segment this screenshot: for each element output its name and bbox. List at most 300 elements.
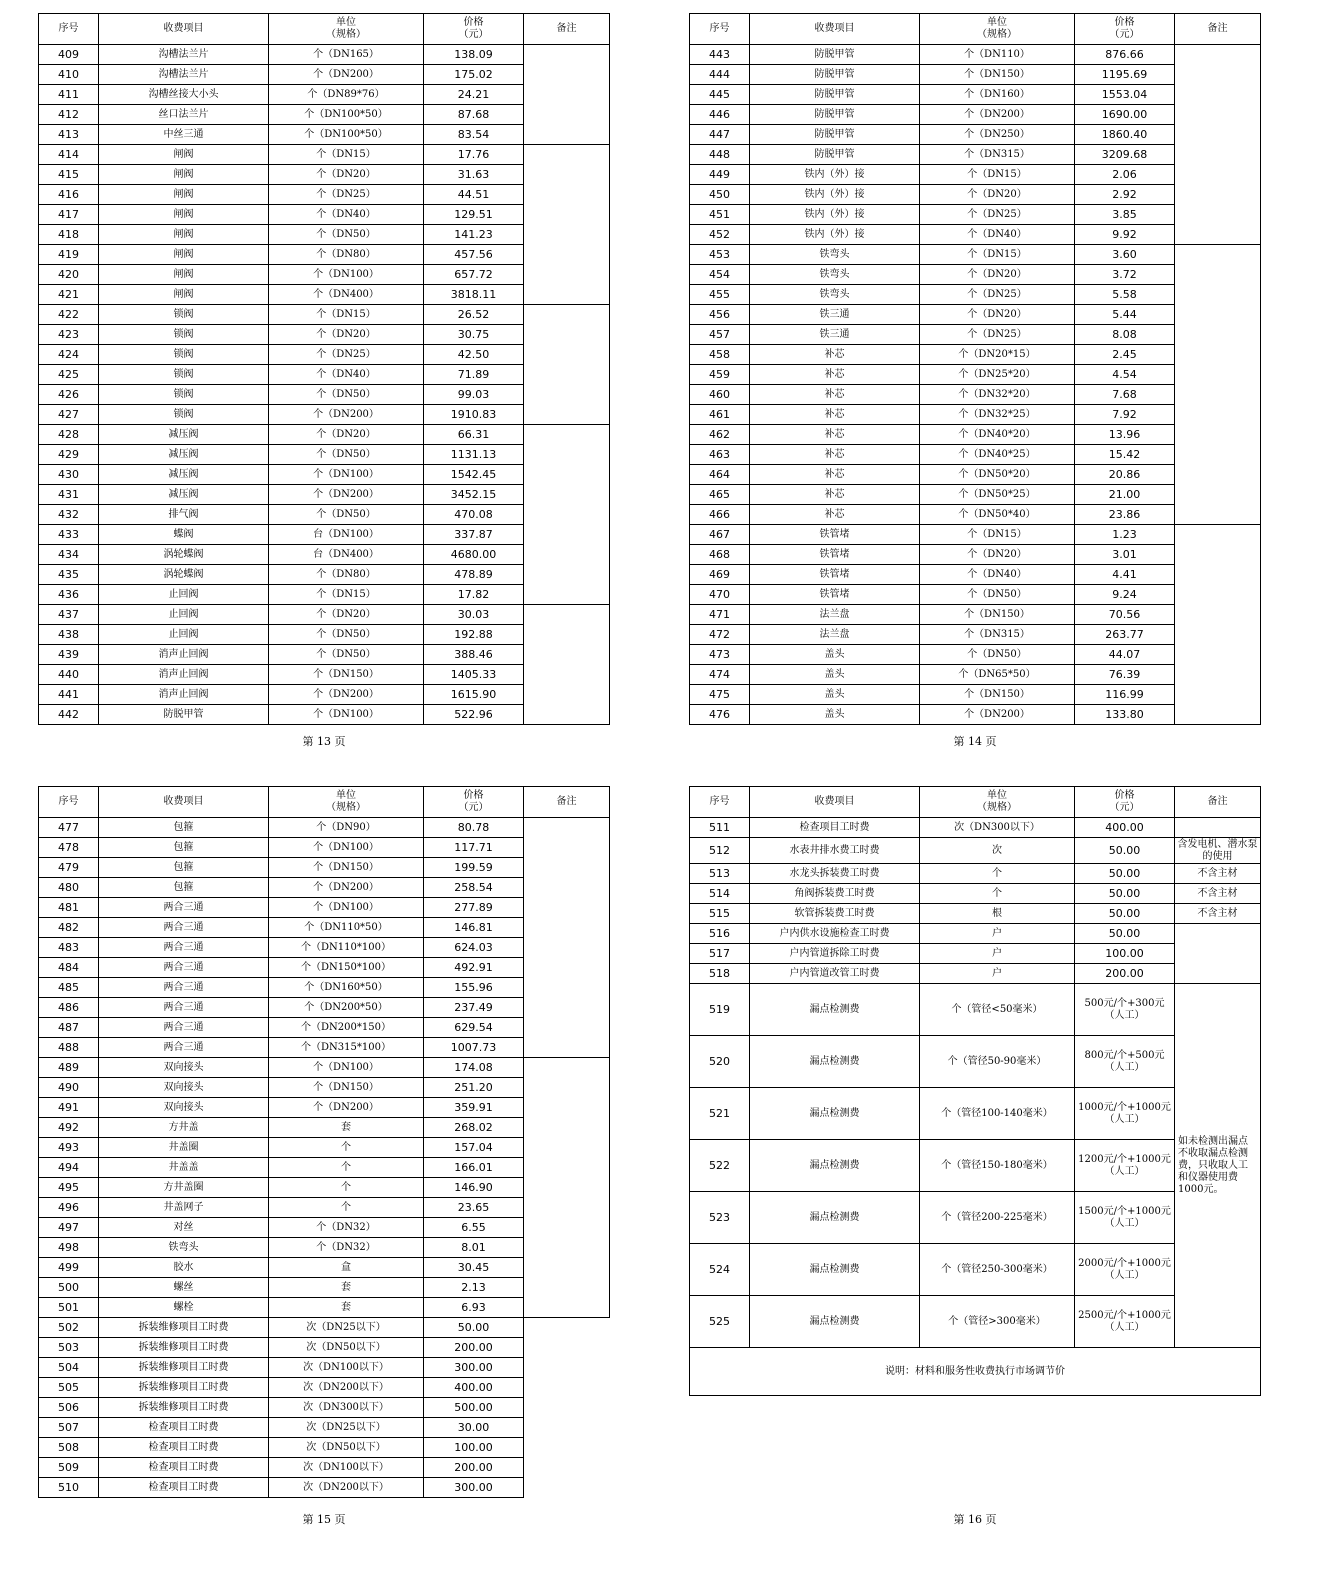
- row-unit: 个（管径250-300毫米）: [920, 1244, 1075, 1296]
- row-price: 200.00: [1075, 964, 1175, 984]
- header-row: [39, 787, 610, 818]
- row-no: 457: [690, 325, 750, 345]
- row-no: 459: [690, 365, 750, 385]
- header-unit-sub: （规格）: [326, 802, 366, 813]
- row-unit: 个（DN50）: [920, 585, 1075, 605]
- row-item: 铁内（外）接: [750, 185, 920, 205]
- row-unit: 个（管径<50毫米）: [920, 984, 1075, 1036]
- row-no: 433: [39, 525, 99, 545]
- row-no: 498: [39, 1238, 99, 1258]
- row-item: 双向接头: [99, 1058, 269, 1078]
- row-item: 沟槽法兰片: [99, 65, 269, 85]
- row-no: 431: [39, 485, 99, 505]
- row-no: 477: [39, 818, 99, 838]
- row-item: 减压阀: [99, 485, 269, 505]
- row-unit: 个（DN15）: [269, 145, 424, 165]
- row-unit: 次（DN200以下）: [269, 1378, 424, 1398]
- row-item: 户内供水设施检查工时费: [750, 924, 920, 944]
- row-unit: 个（DN250）: [920, 125, 1075, 145]
- table-row: [39, 1058, 610, 1078]
- row-unit: 次（DN100以下）: [269, 1358, 424, 1378]
- header-price-sub: （元）: [1109, 29, 1140, 40]
- row-item: 双向接头: [99, 1098, 269, 1118]
- row-price: 5.58: [1075, 285, 1175, 305]
- row-unit: 个（DN20）: [920, 265, 1075, 285]
- row-item: 防脱甲管: [750, 65, 920, 85]
- row-no: 512: [690, 838, 750, 864]
- row-no: 448: [690, 145, 750, 165]
- row-price: 300.00: [424, 1358, 524, 1378]
- row-price: 1615.90: [424, 685, 524, 705]
- row-unit: 套: [269, 1118, 424, 1138]
- row-item: 拆装维修项目工时费: [99, 1318, 269, 1338]
- row-item: 两合三通: [99, 998, 269, 1018]
- row-no: 471: [690, 605, 750, 625]
- table-row: [690, 904, 1261, 924]
- row-unit: 个（DN65*50）: [920, 665, 1075, 685]
- row-no: 426: [39, 385, 99, 405]
- row-no: 416: [39, 185, 99, 205]
- page-number: 第 14 页: [953, 735, 997, 748]
- row-unit: 次（DN100以下）: [269, 1458, 424, 1478]
- row-unit: 个（DN50）: [269, 445, 424, 465]
- row-price: 13.96: [1075, 425, 1175, 445]
- row-no: 509: [39, 1458, 99, 1478]
- table-row: [39, 1378, 610, 1398]
- table-row: [690, 924, 1261, 944]
- row-unit: 个（DN40）: [269, 205, 424, 225]
- row-unit: 个（DN315*100）: [269, 1038, 424, 1058]
- row-no: 514: [690, 884, 750, 904]
- row-unit: 个（DN50）: [269, 505, 424, 525]
- row-unit: 个（DN50）: [920, 645, 1075, 665]
- row-remark: [1175, 924, 1261, 984]
- row-unit: 个（DN25*20）: [920, 365, 1075, 385]
- row-item: 补芯: [750, 445, 920, 465]
- row-item: 对丝: [99, 1218, 269, 1238]
- row-item: 螺栓: [99, 1298, 269, 1318]
- table-row: [39, 1318, 610, 1338]
- row-no: 479: [39, 858, 99, 878]
- row-item: 铁内（外）接: [750, 225, 920, 245]
- row-no: 492: [39, 1118, 99, 1138]
- row-no: 525: [690, 1296, 750, 1348]
- row-price: 500元/个+300元（人工）: [1075, 984, 1175, 1036]
- row-price: 2.13: [424, 1278, 524, 1298]
- row-no: 499: [39, 1258, 99, 1278]
- row-price: 30.45: [424, 1258, 524, 1278]
- row-item: 井盖网子: [99, 1198, 269, 1218]
- row-unit: 个（DN160）: [920, 85, 1075, 105]
- price-table: [689, 786, 1261, 1396]
- row-price: 237.49: [424, 998, 524, 1018]
- row-price: 174.08: [424, 1058, 524, 1078]
- row-no: 524: [690, 1244, 750, 1296]
- row-unit: 个（DN15）: [920, 525, 1075, 545]
- row-price: 87.68: [424, 105, 524, 125]
- header-remark: 备注: [1175, 787, 1261, 818]
- row-unit: 个（DN100*50）: [269, 125, 424, 145]
- row-item: 漏点检测费: [750, 984, 920, 1036]
- row-no: 465: [690, 485, 750, 505]
- row-no: 505: [39, 1378, 99, 1398]
- row-unit: 个: [269, 1178, 424, 1198]
- row-unit: 个（DN110*50）: [269, 918, 424, 938]
- row-price: 15.42: [1075, 445, 1175, 465]
- row-no: 447: [690, 125, 750, 145]
- row-unit: 个（DN15）: [269, 305, 424, 325]
- row-unit: 个（DN15）: [920, 245, 1075, 265]
- row-no: 464: [690, 465, 750, 485]
- row-price: 17.76: [424, 145, 524, 165]
- row-price: 3.01: [1075, 545, 1175, 565]
- row-price: 3209.68: [1075, 145, 1175, 165]
- header-no: 序号: [39, 14, 99, 45]
- row-item: 拆装维修项目工时费: [99, 1398, 269, 1418]
- row-item: 水龙头拆装费工时费: [750, 864, 920, 884]
- row-price: 17.82: [424, 585, 524, 605]
- row-price: 492.91: [424, 958, 524, 978]
- row-price: 146.90: [424, 1178, 524, 1198]
- row-price: 1405.33: [424, 665, 524, 685]
- row-no: 493: [39, 1138, 99, 1158]
- row-price: 8.08: [1075, 325, 1175, 345]
- row-item: 井盖盖: [99, 1158, 269, 1178]
- row-price: 624.03: [424, 938, 524, 958]
- row-item: 检查项目工时费: [99, 1438, 269, 1458]
- row-no: 441: [39, 685, 99, 705]
- header-item: 收费项目: [750, 787, 920, 818]
- row-no: 520: [690, 1036, 750, 1088]
- row-price: 5.44: [1075, 305, 1175, 325]
- row-remark: [524, 305, 610, 425]
- row-unit: 个（DN25）: [920, 285, 1075, 305]
- row-unit: 个（DN50）: [269, 625, 424, 645]
- row-price: 6.93: [424, 1298, 524, 1318]
- row-item: 包箍: [99, 858, 269, 878]
- row-no: 517: [690, 944, 750, 964]
- row-unit: 个（DN165）: [269, 45, 424, 65]
- row-no: 454: [690, 265, 750, 285]
- row-no: 491: [39, 1098, 99, 1118]
- row-item: 锁阀: [99, 405, 269, 425]
- row-unit: 个（DN160*50）: [269, 978, 424, 998]
- row-price: 251.20: [424, 1078, 524, 1098]
- row-price: 3818.11: [424, 285, 524, 305]
- row-price: 1200元/个+1000元（人工）: [1075, 1140, 1175, 1192]
- row-item: 闸阀: [99, 185, 269, 205]
- row-item: 丝口法兰片: [99, 105, 269, 125]
- row-no: 484: [39, 958, 99, 978]
- row-no: 483: [39, 938, 99, 958]
- header-price: [424, 787, 524, 818]
- row-item: 止回阀: [99, 625, 269, 645]
- header-price-sub: （元）: [458, 802, 489, 813]
- row-unit: 个（DN20）: [920, 545, 1075, 565]
- row-price: 388.46: [424, 645, 524, 665]
- row-item: 双向接头: [99, 1078, 269, 1098]
- row-unit: 次（DN50以下）: [269, 1438, 424, 1458]
- row-item: 补芯: [750, 485, 920, 505]
- header-row: [690, 787, 1261, 818]
- header-price-sub: （元）: [458, 29, 489, 40]
- row-no: 450: [690, 185, 750, 205]
- row-no: 422: [39, 305, 99, 325]
- row-item: 铁管堵: [750, 525, 920, 545]
- row-price: 117.71: [424, 838, 524, 858]
- row-unit: 个（DN32）: [269, 1238, 424, 1258]
- header-price-main: 价格: [1114, 790, 1135, 801]
- row-price: 4.54: [1075, 365, 1175, 385]
- row-unit: 个: [269, 1158, 424, 1178]
- row-item: 补芯: [750, 425, 920, 445]
- row-item: 包箍: [99, 838, 269, 858]
- row-no: 460: [690, 385, 750, 405]
- row-no: 423: [39, 325, 99, 345]
- row-unit: 个（DN25）: [920, 325, 1075, 345]
- row-unit: 个（DN200）: [920, 105, 1075, 125]
- row-no: 515: [690, 904, 750, 924]
- table-row: [39, 1478, 610, 1498]
- row-unit: 个（DN200）: [269, 685, 424, 705]
- row-no: 455: [690, 285, 750, 305]
- row-unit: 个（DN25）: [269, 345, 424, 365]
- row-item: 两合三通: [99, 898, 269, 918]
- row-item: 包箍: [99, 878, 269, 898]
- row-unit: 个（DN100）: [269, 898, 424, 918]
- row-no: 513: [690, 864, 750, 884]
- row-item: 蝶阀: [99, 525, 269, 545]
- row-no: 500: [39, 1278, 99, 1298]
- row-price: 6.55: [424, 1218, 524, 1238]
- row-no: 445: [690, 85, 750, 105]
- row-no: 467: [690, 525, 750, 545]
- row-price: 359.91: [424, 1098, 524, 1118]
- row-price: 141.23: [424, 225, 524, 245]
- row-item: 两合三通: [99, 918, 269, 938]
- row-price: 3.72: [1075, 265, 1175, 285]
- row-unit: 次（DN25以下）: [269, 1318, 424, 1338]
- row-price: 138.09: [424, 45, 524, 65]
- row-price: 157.04: [424, 1138, 524, 1158]
- footnote-row: [690, 1348, 1261, 1396]
- row-price: 9.24: [1075, 585, 1175, 605]
- row-no: 507: [39, 1418, 99, 1438]
- leak-remark: 如未检测出漏点不收取漏点检测费，只收取人工和仪器使用费1000元。: [1175, 984, 1261, 1348]
- row-price: 66.31: [424, 425, 524, 445]
- row-item: 拆装维修项目工时费: [99, 1358, 269, 1378]
- row-no: 442: [39, 705, 99, 725]
- row-price: 3452.15: [424, 485, 524, 505]
- row-unit: 个（DN20）: [920, 185, 1075, 205]
- row-price: 478.89: [424, 565, 524, 585]
- row-no: 494: [39, 1158, 99, 1178]
- row-unit: 个（DN20）: [269, 425, 424, 445]
- row-item: 检查项目工时费: [99, 1458, 269, 1478]
- row-price: 9.92: [1075, 225, 1175, 245]
- row-item: 两合三通: [99, 1038, 269, 1058]
- row-unit: 个（DN15）: [269, 585, 424, 605]
- row-unit: 个（DN400）: [269, 285, 424, 305]
- row-item: 排气阀: [99, 505, 269, 525]
- header-unit-sub: （规格）: [977, 802, 1017, 813]
- row-price: 24.21: [424, 85, 524, 105]
- row-item: 沟槽法兰片: [99, 45, 269, 65]
- row-price: 166.01: [424, 1158, 524, 1178]
- row-unit: 户: [920, 964, 1075, 984]
- row-price: 337.87: [424, 525, 524, 545]
- row-unit: 个（管径150-180毫米）: [920, 1140, 1075, 1192]
- row-no: 503: [39, 1338, 99, 1358]
- row-no: 427: [39, 405, 99, 425]
- row-price: 30.00: [424, 1418, 524, 1438]
- row-item: 铁弯头: [750, 245, 920, 265]
- row-price: 876.66: [1075, 45, 1175, 65]
- row-no: 508: [39, 1438, 99, 1458]
- table-row: [39, 1438, 610, 1458]
- row-unit: 个（DN80）: [269, 245, 424, 265]
- row-item: 减压阀: [99, 445, 269, 465]
- row-no: 481: [39, 898, 99, 918]
- row-price: 30.75: [424, 325, 524, 345]
- row-unit: 个（DN32*25）: [920, 405, 1075, 425]
- row-price: 500.00: [424, 1398, 524, 1418]
- row-price: 23.65: [424, 1198, 524, 1218]
- row-price: 155.96: [424, 978, 524, 998]
- row-unit: 个（DN25）: [920, 205, 1075, 225]
- row-no: 432: [39, 505, 99, 525]
- row-price: 263.77: [1075, 625, 1175, 645]
- row-unit: 个（DN100）: [269, 838, 424, 858]
- row-price: 268.02: [424, 1118, 524, 1138]
- row-no: 501: [39, 1298, 99, 1318]
- header-remark: 备注: [524, 787, 610, 818]
- row-remark: 不含主材: [1175, 904, 1261, 924]
- page-16: [689, 786, 1261, 1396]
- row-no: 519: [690, 984, 750, 1036]
- row-no: 496: [39, 1198, 99, 1218]
- row-item: 防脱甲管: [99, 705, 269, 725]
- row-no: 434: [39, 545, 99, 565]
- header-price-sub: （元）: [1109, 802, 1140, 813]
- row-unit: 个（DN89*76）: [269, 85, 424, 105]
- table-row: [690, 864, 1261, 884]
- row-price: 7.92: [1075, 405, 1175, 425]
- table-row: [39, 45, 610, 65]
- row-no: 421: [39, 285, 99, 305]
- row-price: 2000元/个+1000元（人工）: [1075, 1244, 1175, 1296]
- row-no: 429: [39, 445, 99, 465]
- row-item: 闸阀: [99, 245, 269, 265]
- row-item: 盖头: [750, 705, 920, 725]
- row-no: 419: [39, 245, 99, 265]
- page-13: [38, 13, 610, 725]
- row-unit: 个: [269, 1138, 424, 1158]
- row-unit: 个（DN200*50）: [269, 998, 424, 1018]
- row-unit: 套: [269, 1298, 424, 1318]
- row-price: 100.00: [424, 1438, 524, 1458]
- row-unit: 个（DN20）: [269, 605, 424, 625]
- row-item: 锁阀: [99, 385, 269, 405]
- row-unit: 个（管径100-140毫米）: [920, 1088, 1075, 1140]
- row-price: 1007.73: [424, 1038, 524, 1058]
- row-price: 99.03: [424, 385, 524, 405]
- row-item: 消声止回阀: [99, 685, 269, 705]
- row-item: 中丝三通: [99, 125, 269, 145]
- row-no: 504: [39, 1358, 99, 1378]
- row-price: 44.07: [1075, 645, 1175, 665]
- row-no: 425: [39, 365, 99, 385]
- row-unit: 次（DN25以下）: [269, 1418, 424, 1438]
- row-price: 50.00: [1075, 924, 1175, 944]
- row-price: 2.92: [1075, 185, 1175, 205]
- row-price: 50.00: [1075, 838, 1175, 864]
- row-item: 铁弯头: [750, 285, 920, 305]
- header-price: [424, 14, 524, 45]
- row-no: 489: [39, 1058, 99, 1078]
- row-no: 461: [690, 405, 750, 425]
- table-row: [39, 305, 610, 325]
- row-item: 铁三通: [750, 305, 920, 325]
- row-unit: 根: [920, 904, 1075, 924]
- table-row: [39, 1458, 610, 1478]
- row-no: 511: [690, 818, 750, 838]
- row-item: 防脱甲管: [750, 145, 920, 165]
- header-unit: [269, 787, 424, 818]
- header-item: 收费项目: [750, 14, 920, 45]
- row-price: 200.00: [424, 1458, 524, 1478]
- row-unit: 个（DN32*20）: [920, 385, 1075, 405]
- row-item: 涡轮蝶阀: [99, 565, 269, 585]
- row-item: 锁阀: [99, 345, 269, 365]
- row-unit: 个（DN150）: [269, 1078, 424, 1098]
- row-item: 户内管道拆除工时费: [750, 944, 920, 964]
- row-item: 漏点检测费: [750, 1088, 920, 1140]
- row-no: 469: [690, 565, 750, 585]
- row-item: 闸阀: [99, 205, 269, 225]
- row-item: 铁内（外）接: [750, 205, 920, 225]
- row-unit: 个（DN150）: [920, 65, 1075, 85]
- row-item: 螺丝: [99, 1278, 269, 1298]
- row-item: 防脱甲管: [750, 85, 920, 105]
- row-unit: 个（DN100）: [269, 265, 424, 285]
- row-price: 400.00: [1075, 818, 1175, 838]
- row-item: 检查项目工时费: [99, 1478, 269, 1498]
- header-unit-main: 单位: [987, 790, 1007, 801]
- row-item: 止回阀: [99, 585, 269, 605]
- row-item: 铁管堵: [750, 585, 920, 605]
- row-item: 铁弯头: [99, 1238, 269, 1258]
- row-unit: 个（DN315）: [920, 145, 1075, 165]
- row-price: 2.45: [1075, 345, 1175, 365]
- row-price: 457.56: [424, 245, 524, 265]
- row-item: 补芯: [750, 385, 920, 405]
- row-no: 476: [690, 705, 750, 725]
- row-unit: 个（DN90）: [269, 818, 424, 838]
- row-price: 470.08: [424, 505, 524, 525]
- row-remark: [1175, 525, 1261, 725]
- table-row: [690, 884, 1261, 904]
- row-no: 518: [690, 964, 750, 984]
- row-unit: 个（DN15）: [920, 165, 1075, 185]
- row-unit: 个: [920, 864, 1075, 884]
- row-unit: 个（DN200）: [920, 705, 1075, 725]
- header-unit-main: 单位: [336, 790, 356, 801]
- row-unit: 个（DN110）: [920, 45, 1075, 65]
- row-unit: 户: [920, 924, 1075, 944]
- row-price: 1542.45: [424, 465, 524, 485]
- row-unit: 台（DN400）: [269, 545, 424, 565]
